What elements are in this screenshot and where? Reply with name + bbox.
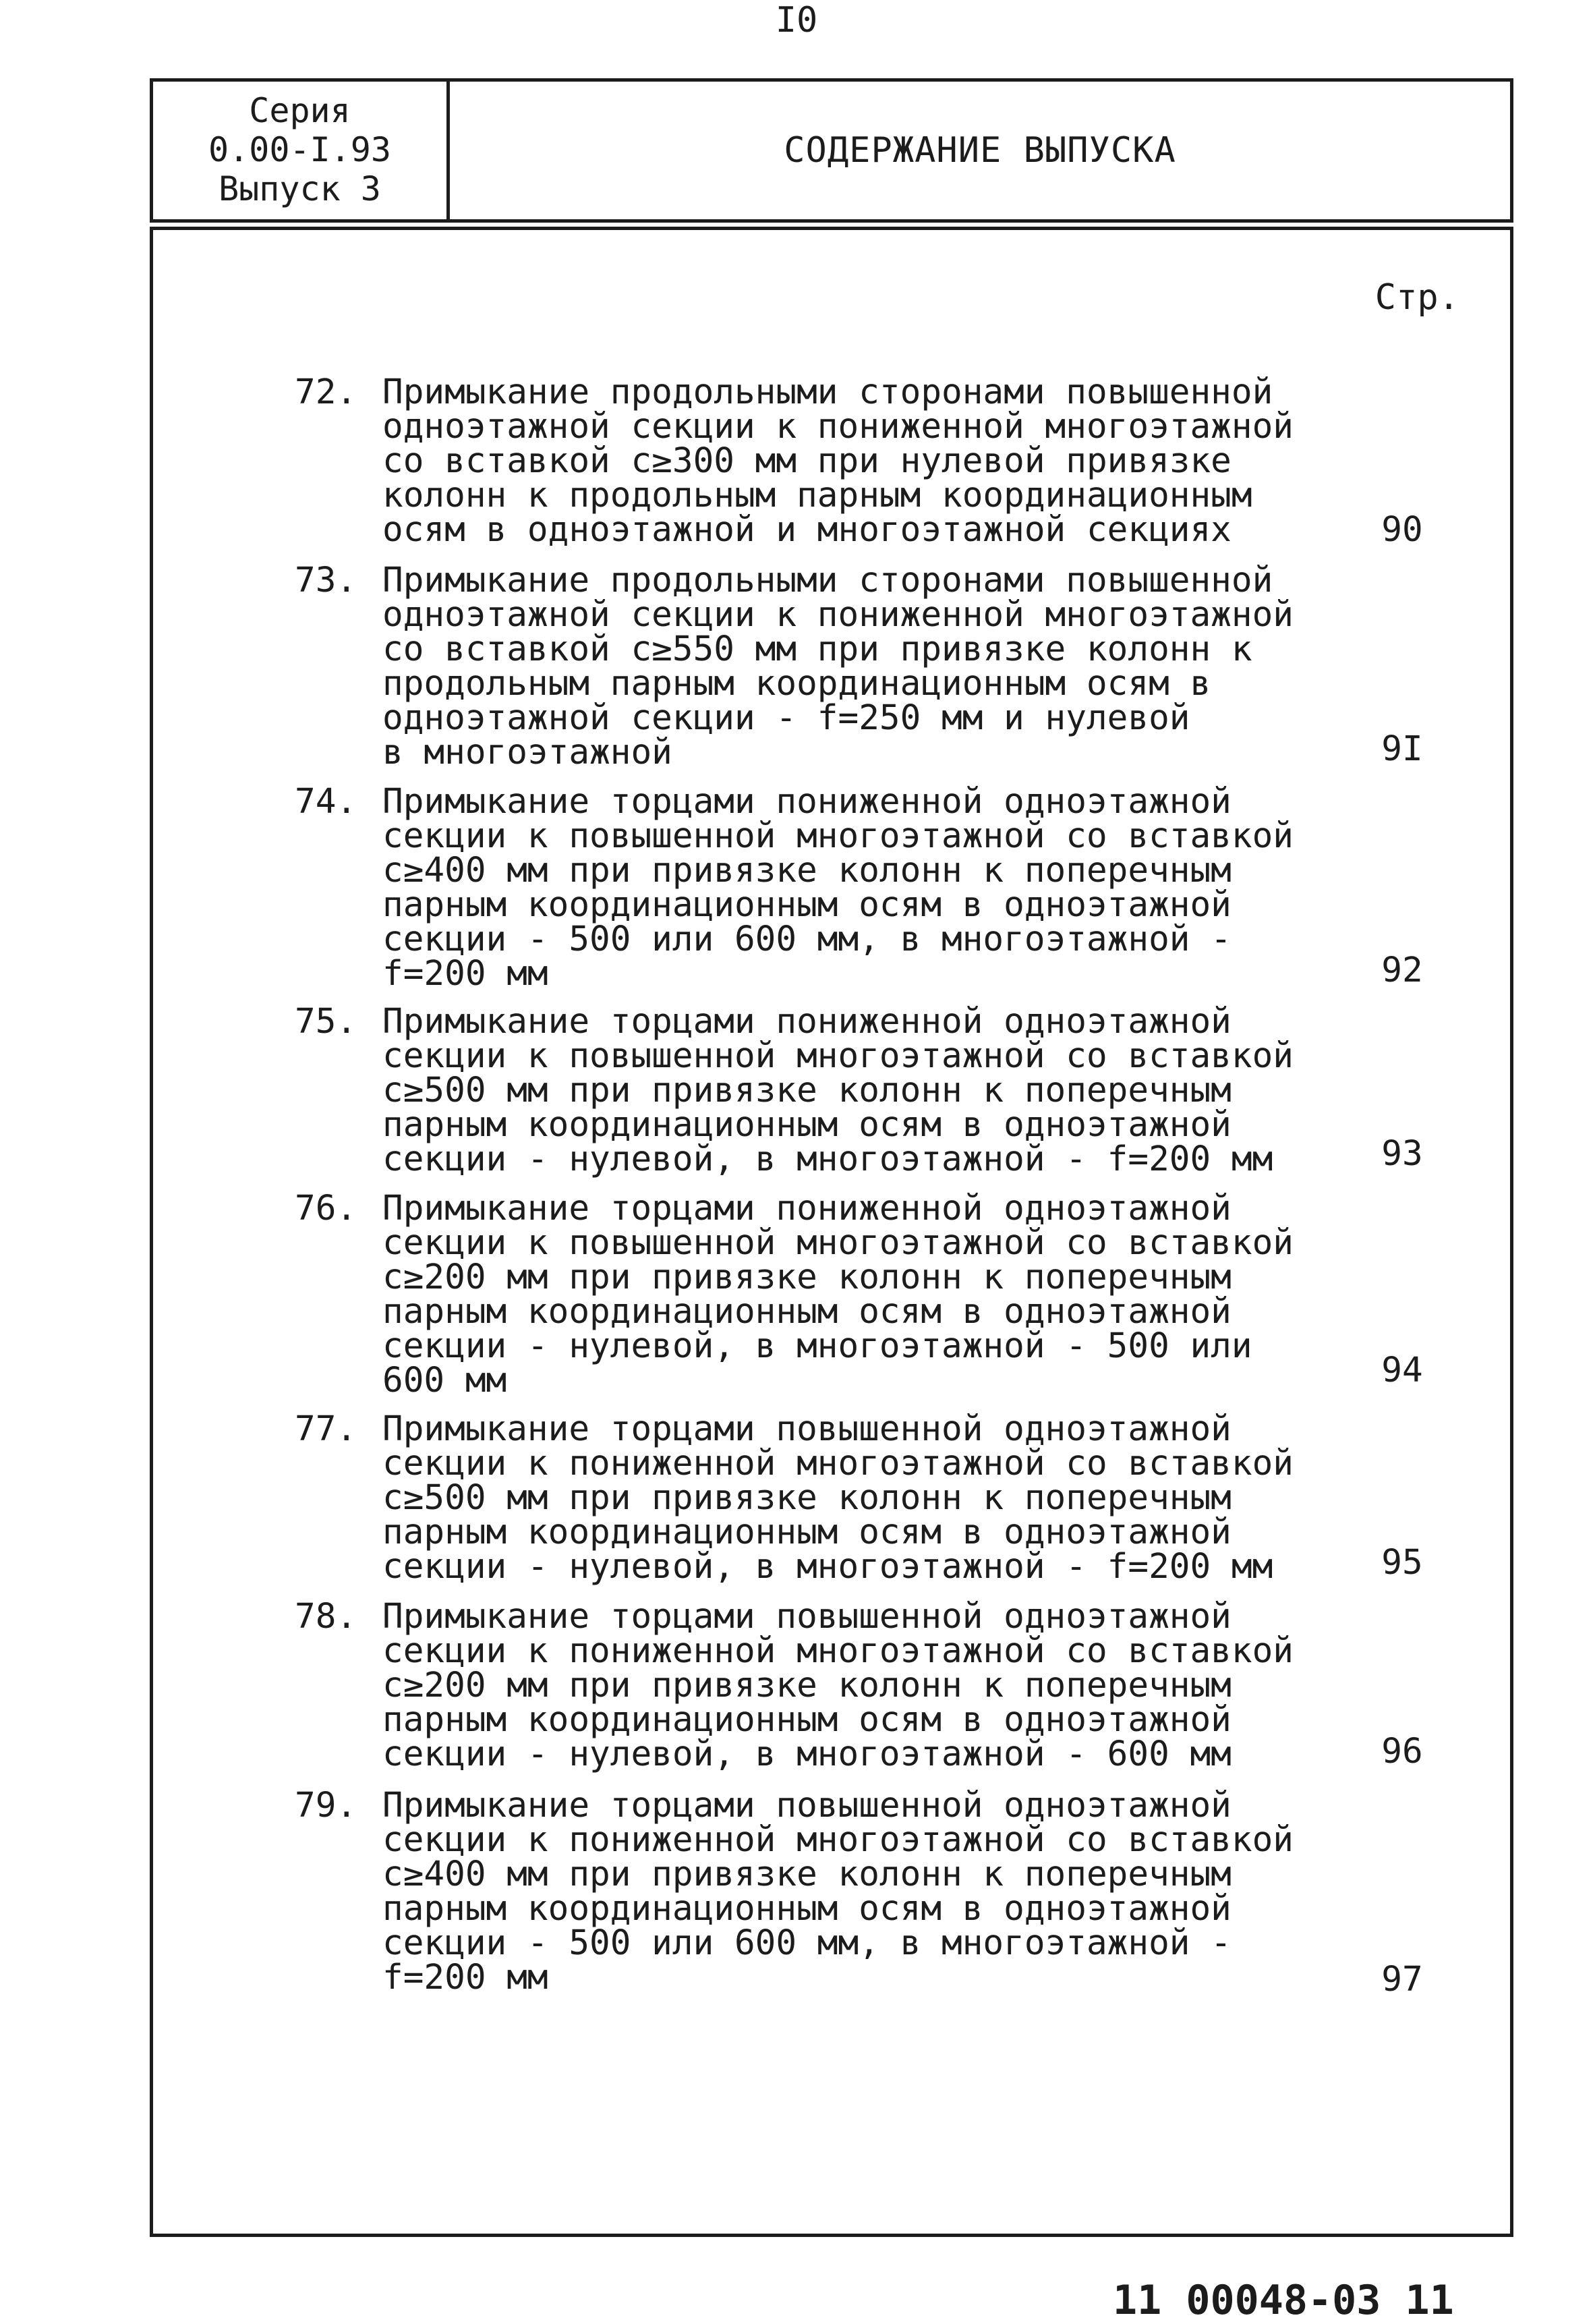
item-number: 76. — [295, 1189, 357, 1228]
item-description — [382, 563, 1475, 770]
item-description — [382, 372, 1475, 550]
item-number: 79. — [295, 1786, 357, 1825]
item-line: секции - 500 или 600 мм, в многоэтажной - — [382, 919, 1232, 959]
item-line: секции к повышенной многоэтажной со вставкой — [382, 1223, 1294, 1263]
item-line: Примыкание продольными сторонами повышенной — [382, 561, 1273, 600]
item-line: c≥400 мм при привязке колонн к поперечным — [382, 1854, 1232, 1894]
item-line: парным координационным осям в одноэтажной — [382, 1889, 1232, 1929]
item-line: парным координационным осям в одноэтажной — [382, 1105, 1232, 1145]
series-code: 0.00-I.93 — [208, 130, 391, 169]
item-line: Примыкание продольными сторонами повышенной — [382, 372, 1273, 412]
item-number: 78. — [295, 1597, 357, 1637]
item-line: f=200 мм — [382, 954, 548, 994]
item-line: одноэтажной секции - f=250 мм и нулевой — [382, 698, 1190, 738]
item-number: 73. — [295, 561, 357, 600]
item-line: Примыкание торцами пониженной одноэтажной — [382, 1002, 1232, 1042]
issue-label: Выпуск 3 — [219, 169, 381, 208]
item-line: парным координационным осям в одноэтажной — [382, 1512, 1232, 1552]
item-line: секции к пониженной многоэтажной со вставкой — [382, 1444, 1294, 1483]
item-page: 92 — [1381, 951, 1423, 990]
item-line: секции - 500 или 600 мм, в многоэтажной - — [382, 1923, 1232, 1963]
item-line: продольным парным координационным осям в — [382, 664, 1211, 704]
item-description — [382, 1599, 1475, 1772]
item-page: 94 — [1381, 1351, 1423, 1390]
item-line: секции - нулевой, в многоэтажной - 600 мм — [382, 1734, 1232, 1774]
item-number: 72. — [295, 372, 357, 412]
item-line: c≥500 мм при привязке колонн к поперечным — [382, 1071, 1232, 1110]
document-code: 11 00048-03 11 — [1113, 2277, 1454, 2324]
item-line: одноэтажной секции к пониженной многоэтажной — [382, 407, 1294, 447]
item-line: c≥200 мм при привязке колонн к поперечным — [382, 1257, 1232, 1297]
title-block — [150, 78, 1513, 223]
item-number: 74. — [295, 782, 357, 822]
item-line: колонн к продольным парным координационным — [382, 476, 1252, 515]
item-description — [382, 1409, 1475, 1587]
item-line: секции к пониженной многоэтажной со вставкой — [382, 1631, 1294, 1671]
item-page: 90 — [1381, 510, 1423, 550]
page-number: I0 — [775, 0, 818, 40]
item-line: парным координационным осям в одноэтажной — [382, 1700, 1232, 1740]
document-title: СОДЕРЖАНИЕ ВЫПУСКА — [784, 130, 1176, 171]
series-label: Серия — [249, 91, 351, 130]
item-line: Примыкание торцами пониженной одноэтажной — [382, 1189, 1232, 1228]
item-description — [382, 1004, 1475, 1177]
item-line: секции - нулевой, в многоэтажной - f=200 мм — [382, 1139, 1273, 1179]
item-line: секции к повышенной многоэтажной со вставкой — [382, 1036, 1294, 1076]
item-line: Примыкание торцами повышенной одноэтажной — [382, 1786, 1232, 1825]
item-line: осям в одноэтажной и многоэтажной секциях — [382, 510, 1232, 550]
item-line: c≥200 мм при привязке колонн к поперечным — [382, 1666, 1232, 1705]
item-line: в многоэтажной — [382, 733, 672, 772]
item-number: 77. — [295, 1409, 357, 1449]
item-page: 93 — [1381, 1134, 1423, 1174]
series-cell — [153, 82, 450, 219]
item-line: со вставкой c≥550 мм при привязке колонн к — [382, 629, 1252, 669]
item-line: 600 мм — [382, 1361, 507, 1400]
item-number: 75. — [295, 1002, 357, 1042]
item-line: секции к повышенной многоэтажной со вставкой — [382, 816, 1294, 856]
item-line: Примыкание торцами пониженной одноэтажной — [382, 782, 1232, 822]
item-page: 97 — [1381, 1960, 1423, 2000]
item-line: Примыкание торцами повышенной одноэтажной — [382, 1597, 1232, 1637]
item-line: c≥400 мм при привязке колонн к поперечным — [382, 851, 1232, 890]
page-column-header: Стр. — [1374, 277, 1459, 318]
item-description — [382, 1191, 1475, 1398]
item-description — [382, 782, 1475, 994]
item-page: 9I — [1381, 729, 1423, 769]
item-line: Примыкание торцами повышенной одноэтажной — [382, 1409, 1232, 1449]
item-line: f=200 мм — [382, 1958, 548, 1997]
item-line: парным координационным осям в одноэтажной — [382, 885, 1232, 925]
item-line: c≥500 мм при привязке колонн к поперечным — [382, 1478, 1232, 1518]
item-line: секции - нулевой, в многоэтажной - f=200 мм — [382, 1547, 1273, 1587]
item-line: секции к пониженной многоэтажной со вставкой — [382, 1820, 1294, 1860]
item-description — [382, 1786, 1475, 2000]
item-page: 95 — [1381, 1543, 1423, 1583]
contents-frame — [150, 227, 1513, 2237]
item-line: секции - нулевой, в многоэтажной - 500 или — [382, 1326, 1252, 1366]
item-line: одноэтажной секции к пониженной многоэтажной — [382, 595, 1294, 635]
item-line: со вставкой c≥300 мм при нулевой привязке — [382, 441, 1232, 481]
item-line: парным координационным осям в одноэтажной — [382, 1292, 1232, 1332]
item-page: 96 — [1381, 1732, 1423, 1772]
